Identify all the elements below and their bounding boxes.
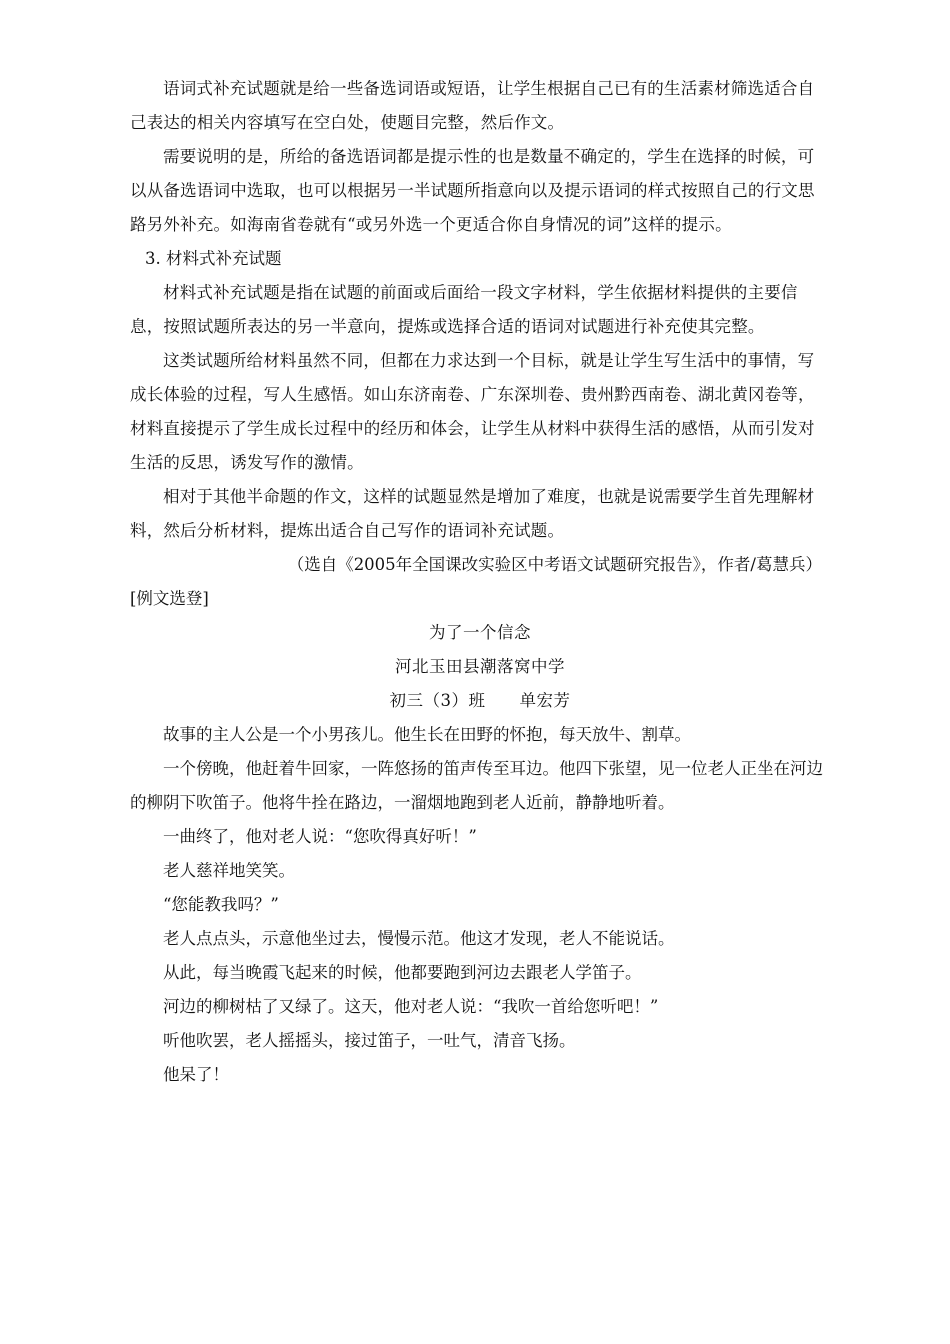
example-paragraph: 听他吹罢，老人摇摇头，接过笛子，一吐气，清音飞扬。 [163, 1031, 576, 1050]
document-body [130, 72, 830, 1092]
example-school: 河北玉田县潮落窝中学 [395, 657, 565, 676]
source-citation: （选自《2005年全国课改实验区中考语文试题研究报告》，作者/葛慧兵） [287, 555, 822, 574]
example-paragraph: 从此，每当晚霞飞起来的时候，他都要跑到河边去跟老人学笛子。 [163, 963, 642, 982]
paragraph-material-type-difficulty: 相对于其他半命题的作文，这样的试题显然是增加了难度，也就是说需要学生首先理解材料，然后分析材料，提炼出适合自己写作的语词补充试题。 [130, 487, 815, 540]
paragraph-material-type-definition: 材料式补充试题是指在试题的前面或后面给一段文字材料，学生依据材料提供的主要信息，按照试题所表达的另一半意向，提炼或选择合适的语词对试题进行补充使其完整。 [130, 283, 798, 336]
paragraph-word-type-definition: 语词式补充试题就是给一些备选词语或短语，让学生根据自己已有的生活素材筛选适合自己表达的相关内容填写在空白处，使题目完整，然后作文。 [130, 79, 815, 132]
paragraph-material-type-goal: 这类试题所给材料虽然不同，但都在力求达到一个目标，就是让学生写生活中的事情，写成长体验的过程，写人生感悟。如山东济南卷、广东深圳卷、贵州黔西南卷、湖北黄冈卷等，材料直接提示了学生成长过程中的经历和体会，让学生从材料中获得生活的感悟，从而引发对生活的反思，诱发写作的激情。 [130, 351, 815, 472]
example-paragraph: 他呆了！ [163, 1065, 229, 1084]
example-paragraph: 老人点点头，示意他坐过去，慢慢示范。他这才发现，老人不能说话。 [163, 929, 675, 948]
example-paragraph: 老人慈祥地笑笑。 [163, 861, 295, 880]
example-paragraph: 一个傍晚，他赶着牛回家，一阵悠扬的笛声传至耳边。他四下张望，见一位老人正坐在河边的柳阴下吹笛子。他将牛拴在路边，一溜烟地跑到老人近前，静静地听着。 [130, 759, 823, 812]
example-paragraph: 一曲终了，他对老人说：“您吹得真好听！” [163, 827, 477, 846]
example-paragraph: 故事的主人公是一个小男孩儿。他生长在田野的怀抱，每天放牛、割草。 [163, 725, 691, 744]
example-title: 为了一个信念 [429, 623, 531, 642]
paragraph-word-type-note: 需要说明的是，所给的备选语词都是提示性的也是数量不确定的，学生在选择的时候，可以从备选语词中选取，也可以根据另一半试题所指意向以及提示语词的样式按照自己的行文思路另外补充。如海南省卷就有“或另外选一个更适合你自身情况的词”这样的提示。 [130, 147, 815, 234]
example-paragraph: “您能教我吗？” [163, 895, 279, 914]
section-heading-material-type: 3. 材料式补充试题 [145, 249, 282, 268]
example-class-author: 初三（3）班 单宏芳 [389, 691, 571, 710]
example-section-tag: [例文选登] [130, 589, 209, 608]
example-paragraph: 河边的柳树枯了又绿了。这天，他对老人说：“我吹一首给您听吧！” [163, 997, 659, 1016]
